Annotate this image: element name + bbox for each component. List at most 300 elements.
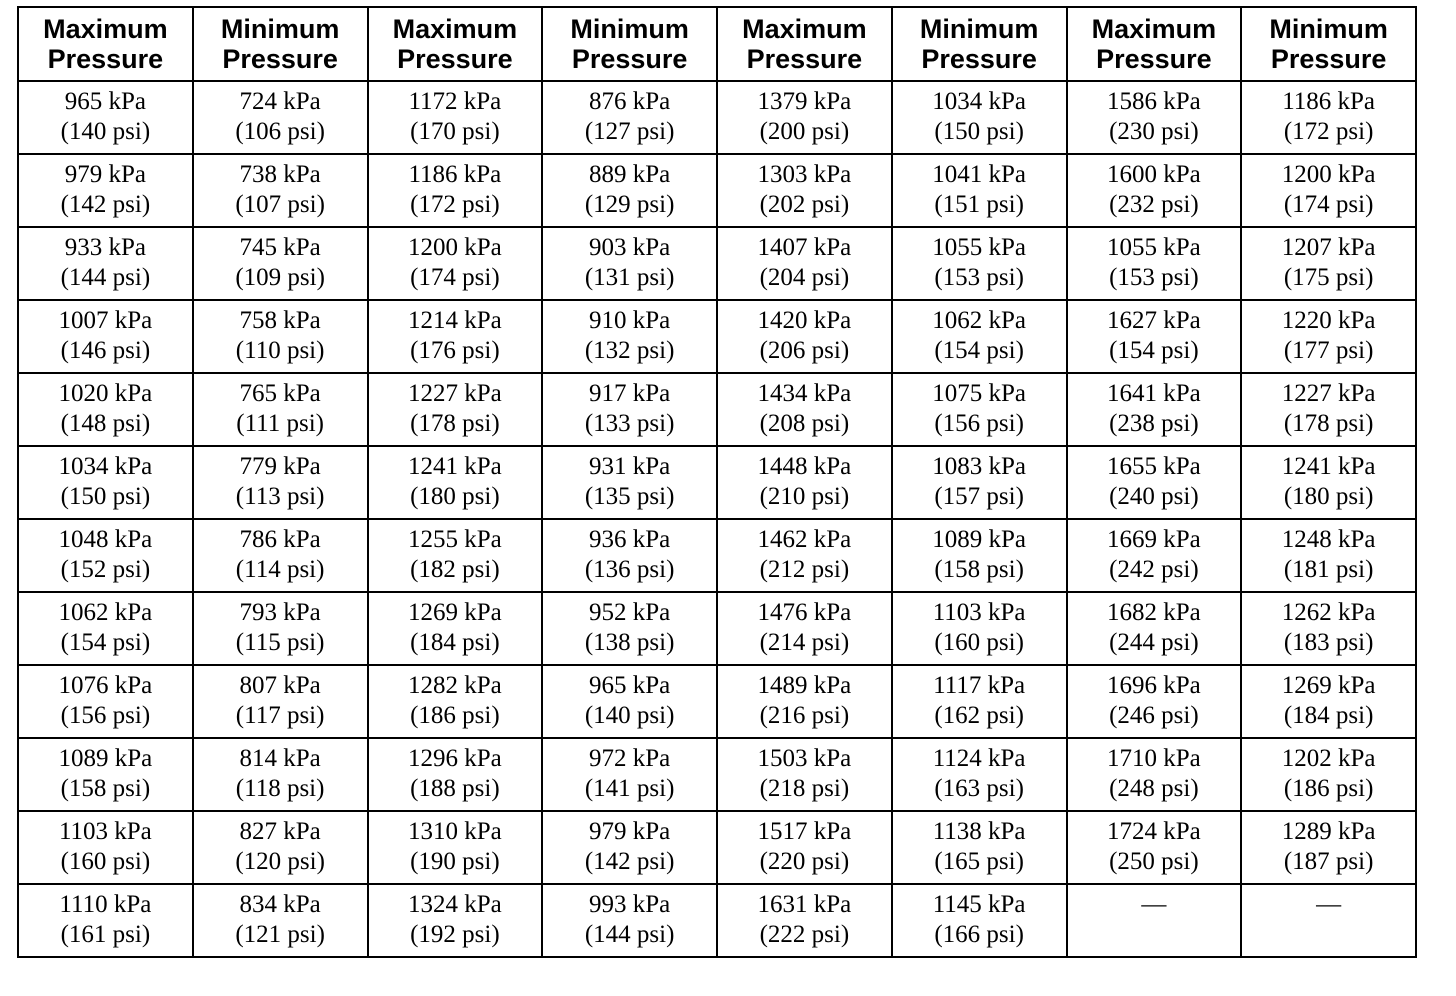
pressure-kpa: 876 kPa [589, 88, 671, 115]
pressure-kpa: 1186 kPa [408, 161, 502, 188]
pressure-psi: (182 psi) [410, 556, 500, 583]
pressure-psi: (222 psi) [759, 921, 850, 948]
pressure-cell [368, 154, 543, 227]
column-header-line: Pressure [571, 44, 688, 74]
pressure-psi: (156 psi) [60, 702, 151, 729]
pressure-cell [18, 300, 193, 373]
pressure-kpa: 1083 kPa [932, 453, 1026, 480]
pressure-kpa: 1075 kPa [932, 380, 1026, 407]
pressure-cell [18, 373, 193, 446]
pressure-kpa: 1227 kPa [1281, 380, 1376, 407]
pressure-psi: (178 psi) [410, 410, 500, 437]
pressure-cell [542, 592, 717, 665]
pressure-kpa: 1089 kPa [932, 526, 1026, 553]
pressure-psi: (246 psi) [1109, 702, 1199, 729]
pressure-psi: (216 psi) [759, 702, 850, 729]
pressure-kpa: 1202 kPa [1281, 745, 1376, 772]
pressure-psi: (165 psi) [934, 848, 1024, 875]
pressure-psi: (138 psi) [584, 629, 675, 656]
pressure-psi: (141 psi) [584, 775, 675, 802]
pressure-kpa: 917 kPa [589, 380, 671, 407]
pressure-cell [717, 738, 892, 811]
pressure-kpa: 827 kPa [239, 818, 321, 845]
table-row [18, 81, 1416, 154]
pressure-cell [18, 665, 193, 738]
pressure-cell [892, 519, 1067, 592]
pressure-kpa: 738 kPa [239, 161, 321, 188]
pressure-kpa: 1055 kPa [932, 234, 1026, 261]
pressure-cell [717, 300, 892, 373]
pressure-cell [717, 884, 892, 957]
pressure-kpa: 1420 kPa [757, 307, 852, 334]
pressure-psi: (230 psi) [1109, 118, 1199, 145]
pressure-psi: (115 psi) [235, 629, 325, 656]
pressure-kpa: 910 kPa [589, 307, 671, 334]
pressure-kpa: 814 kPa [239, 745, 321, 772]
pressure-kpa: 1696 kPa [1107, 672, 1201, 699]
pressure-cell [892, 738, 1067, 811]
pressure-psi: (190 psi) [410, 848, 500, 875]
pressure-kpa: 1172 kPa [408, 88, 502, 115]
pressure-psi: (144 psi) [60, 264, 151, 291]
column-header [18, 7, 193, 81]
pressure-cell [1067, 811, 1242, 884]
pressure-cell [717, 373, 892, 446]
pressure-psi: (186 psi) [1283, 775, 1374, 802]
pressure-cell [542, 227, 717, 300]
column-header [892, 7, 1067, 81]
pressure-cell [368, 884, 543, 957]
pressure-kpa: 1241 kPa [1281, 453, 1376, 480]
pressure-psi: (186 psi) [410, 702, 500, 729]
pressure-cell [1241, 884, 1416, 957]
column-header-line: Maximum [1091, 14, 1217, 44]
column-header-line: Minimum [570, 14, 689, 44]
pressure-kpa: 807 kPa [239, 672, 321, 699]
pressure-kpa: 1145 kPa [932, 891, 1026, 918]
pressure-kpa: 1379 kPa [757, 88, 852, 115]
pressure-kpa: 1117 kPa [933, 672, 1026, 699]
pressure-kpa: 786 kPa [239, 526, 321, 553]
pressure-cell [193, 665, 368, 738]
pressure-psi: (160 psi) [934, 629, 1024, 656]
pressure-cell [1241, 227, 1416, 300]
pressure-cell [1241, 811, 1416, 884]
pressure-kpa: 889 kPa [589, 161, 671, 188]
pressure-cell [717, 154, 892, 227]
column-header-line: Pressure [222, 44, 338, 74]
pressure-cell [542, 665, 717, 738]
pressure-cell [1067, 373, 1242, 446]
pressure-cell [1067, 300, 1242, 373]
table-row [18, 592, 1416, 665]
pressure-psi: (204 psi) [759, 264, 850, 291]
pressure-kpa: 965 kPa [64, 88, 146, 115]
pressure-cell [542, 811, 717, 884]
pressure-cell [368, 446, 543, 519]
column-header-line: Maximum [392, 14, 518, 44]
pressure-psi: (146 psi) [60, 337, 151, 364]
pressure-kpa: 933 kPa [64, 234, 146, 261]
pressure-psi: (220 psi) [759, 848, 850, 875]
pressure-psi: (206 psi) [759, 337, 850, 364]
pressure-psi: (109 psi) [235, 264, 325, 291]
pressure-kpa: 1269 kPa [408, 599, 502, 626]
table-row [18, 665, 1416, 738]
pressure-psi: (135 psi) [584, 483, 675, 510]
pressure-cell [193, 300, 368, 373]
pressure-kpa: 1220 kPa [1281, 307, 1376, 334]
pressure-psi: (250 psi) [1109, 848, 1199, 875]
pressure-kpa: 1586 kPa [1107, 88, 1201, 115]
pressure-psi: (248 psi) [1109, 775, 1199, 802]
pressure-cell [892, 811, 1067, 884]
pressure-kpa: 1255 kPa [408, 526, 502, 553]
pressure-cell [193, 519, 368, 592]
pressure-psi: (208 psi) [759, 410, 850, 437]
pressure-psi: (153 psi) [1109, 264, 1199, 291]
pressure-cell [368, 373, 543, 446]
pressure-cell [193, 154, 368, 227]
pressure-psi: (172 psi) [1283, 118, 1374, 145]
pressure-kpa: 979 kPa [589, 818, 671, 845]
table-header [18, 7, 1416, 81]
pressure-psi: (107 psi) [235, 191, 325, 218]
pressure-kpa: 972 kPa [589, 745, 671, 772]
pressure-kpa: 779 kPa [239, 453, 321, 480]
pressure-cell [18, 227, 193, 300]
pressure-cell [542, 154, 717, 227]
pressure-psi: (154 psi) [60, 629, 151, 656]
column-header-line: Pressure [1096, 44, 1212, 74]
pressure-psi: (158 psi) [60, 775, 151, 802]
pressure-cell [1241, 446, 1416, 519]
pressure-psi: (157 psi) [934, 483, 1024, 510]
pressure-psi: (142 psi) [60, 191, 151, 218]
pressure-cell [892, 665, 1067, 738]
pressure-cell [368, 665, 543, 738]
column-header-line: Maximum [43, 14, 168, 44]
pressure-kpa: 1241 kPa [408, 453, 502, 480]
pressure-kpa: 1062 kPa [58, 599, 153, 626]
pressure-cell [18, 446, 193, 519]
pressure-kpa: 1089 kPa [58, 745, 153, 772]
table-row [18, 300, 1416, 373]
pressure-cell [1241, 519, 1416, 592]
pressure-cell [542, 446, 717, 519]
pressure-cell [1241, 300, 1416, 373]
column-header-line: Maximum [742, 14, 867, 44]
pressure-psi: (153 psi) [934, 264, 1024, 291]
pressure-psi: (166 psi) [934, 921, 1024, 948]
pressure-kpa: 1200 kPa [1281, 161, 1376, 188]
pressure-kpa: 1062 kPa [932, 307, 1026, 334]
pressure-kpa: 793 kPa [239, 599, 321, 626]
pressure-psi: (178 psi) [1283, 410, 1374, 437]
pressure-cell [193, 227, 368, 300]
pressure-cell [193, 592, 368, 665]
pressure-psi: (184 psi) [1283, 702, 1374, 729]
pressure-kpa: 1041 kPa [932, 161, 1026, 188]
pressure-psi: (152 psi) [60, 556, 151, 583]
pressure-psi: (240 psi) [1109, 483, 1199, 510]
pressure-kpa: 1076 kPa [58, 672, 153, 699]
pressure-psi: (110 psi) [235, 337, 325, 364]
pressure-psi: (181 psi) [1283, 556, 1374, 583]
pressure-kpa: 1489 kPa [757, 672, 852, 699]
table-row [18, 227, 1416, 300]
pressure-kpa: 1269 kPa [1281, 672, 1376, 699]
pressure-cell [18, 884, 193, 957]
pressure-cell [717, 446, 892, 519]
pressure-psi: (212 psi) [759, 556, 850, 583]
column-header [368, 7, 543, 81]
pressure-psi: (154 psi) [934, 337, 1024, 364]
pressure-kpa: 1503 kPa [757, 745, 852, 772]
pressure-psi: (232 psi) [1109, 191, 1199, 218]
table-row [18, 519, 1416, 592]
pressure-kpa: 1600 kPa [1107, 161, 1201, 188]
pressure-psi: (162 psi) [934, 702, 1024, 729]
pressure-kpa: 745 kPa [239, 234, 321, 261]
pressure-kpa: 1462 kPa [757, 526, 852, 553]
pressure-psi: (218 psi) [759, 775, 850, 802]
pressure-psi: (214 psi) [759, 629, 850, 656]
pressure-kpa: 1055 kPa [1107, 234, 1201, 261]
pressure-psi: (163 psi) [934, 775, 1024, 802]
pressure-kpa: 1103 kPa [58, 818, 152, 845]
pressure-kpa: 1110 kPa [59, 891, 152, 918]
pressure-kpa: 1103 kPa [932, 599, 1026, 626]
pressure-cell [368, 227, 543, 300]
pressure-cell [368, 81, 543, 154]
pressure-kpa: 1631 kPa [757, 891, 852, 918]
pressure-kpa: 1641 kPa [1107, 380, 1201, 407]
pressure-cell [18, 811, 193, 884]
pressure-psi: (156 psi) [934, 410, 1024, 437]
column-header [1241, 7, 1416, 81]
pressure-cell [193, 811, 368, 884]
pressure-psi: (120 psi) [235, 848, 325, 875]
pressure-cell [193, 446, 368, 519]
pressure-psi: (175 psi) [1283, 264, 1374, 291]
pressure-cell [717, 811, 892, 884]
pressure-kpa: — [1316, 891, 1342, 918]
pressure-cell [368, 592, 543, 665]
pressure-cell [892, 300, 1067, 373]
pressure-cell [368, 738, 543, 811]
pressure-cell [1241, 81, 1416, 154]
pressure-kpa: 758 kPa [239, 307, 321, 334]
pressure-cell [717, 81, 892, 154]
pressure-psi: (176 psi) [410, 337, 500, 364]
pressure-kpa: 1020 kPa [58, 380, 153, 407]
pressure-cell [1067, 446, 1242, 519]
column-header [717, 7, 892, 81]
column-header [1067, 7, 1242, 81]
pressure-kpa: 1227 kPa [408, 380, 502, 407]
pressure-psi: (150 psi) [60, 483, 151, 510]
pressure-kpa: 834 kPa [239, 891, 321, 918]
pressure-kpa: 1207 kPa [1281, 234, 1376, 261]
pressure-kpa: 1303 kPa [757, 161, 852, 188]
pressure-kpa: 1682 kPa [1107, 599, 1201, 626]
pressure-psi: (148 psi) [60, 410, 151, 437]
pressure-kpa: 1200 kPa [408, 234, 502, 261]
pressure-psi: (183 psi) [1283, 629, 1374, 656]
pressure-cell [1067, 884, 1242, 957]
pressure-psi: (161 psi) [60, 921, 151, 948]
pressure-cell [542, 373, 717, 446]
table-row [18, 811, 1416, 884]
pressure-psi: (117 psi) [235, 702, 325, 729]
pressure-psi: (177 psi) [1283, 337, 1374, 364]
table-row [18, 446, 1416, 519]
pressure-cell [892, 227, 1067, 300]
pressure-kpa: 936 kPa [589, 526, 671, 553]
pressure-kpa: 1034 kPa [932, 88, 1026, 115]
pressure-cell [193, 738, 368, 811]
pressure-psi: (113 psi) [235, 483, 325, 510]
pressure-psi: (160 psi) [60, 848, 151, 875]
pressure-cell [542, 738, 717, 811]
pressure-cell [717, 519, 892, 592]
pressure-kpa: 1476 kPa [757, 599, 852, 626]
pressure-cell [368, 519, 543, 592]
pressure-cell [1241, 665, 1416, 738]
pressure-kpa: 979 kPa [64, 161, 146, 188]
column-header-line: Pressure [921, 44, 1037, 74]
pressure-kpa: 1407 kPa [757, 234, 852, 261]
pressure-kpa: 1448 kPa [757, 453, 852, 480]
pressure-psi: (131 psi) [584, 264, 675, 291]
pressure-psi: (188 psi) [410, 775, 500, 802]
pressure-cell [1067, 154, 1242, 227]
pressure-kpa: 1248 kPa [1281, 526, 1376, 553]
pressure-cell [18, 592, 193, 665]
column-header-line: Pressure [47, 44, 164, 74]
pressure-psi: (144 psi) [584, 921, 675, 948]
pressure-kpa: 1289 kPa [1281, 818, 1376, 845]
table-row [18, 884, 1416, 957]
header-row [18, 7, 1416, 81]
pressure-psi: (150 psi) [934, 118, 1024, 145]
pressure-psi: (127 psi) [584, 118, 675, 145]
pressure-cell [1241, 154, 1416, 227]
pressure-kpa: 1034 kPa [58, 453, 153, 480]
pressure-kpa: 765 kPa [239, 380, 321, 407]
pressure-cell [892, 884, 1067, 957]
pressure-kpa: 952 kPa [589, 599, 671, 626]
pressure-cell [542, 519, 717, 592]
pressure-psi: (133 psi) [584, 410, 675, 437]
pressure-psi: (170 psi) [410, 118, 500, 145]
pressure-cell [18, 154, 193, 227]
pressure-kpa: 965 kPa [589, 672, 671, 699]
pressure-cell [1241, 738, 1416, 811]
column-header-line: Minimum [919, 14, 1039, 44]
column-header-line: Pressure [1270, 44, 1387, 74]
pressure-cell [1241, 592, 1416, 665]
pressure-psi: (118 psi) [235, 775, 325, 802]
pressure-cell [892, 446, 1067, 519]
pressure-psi: (187 psi) [1283, 848, 1374, 875]
pressure-cell [542, 884, 717, 957]
pressure-cell [18, 738, 193, 811]
pressure-cell [193, 884, 368, 957]
pressure-kpa: — [1141, 891, 1167, 918]
column-header-line: Minimum [1269, 14, 1388, 44]
pressure-cell [1241, 373, 1416, 446]
pressure-psi: (174 psi) [1283, 191, 1374, 218]
pressure-cell [1067, 665, 1242, 738]
pressure-cell [717, 592, 892, 665]
pressure-cell [542, 300, 717, 373]
pressure-psi: (114 psi) [235, 556, 325, 583]
pressure-cell [892, 81, 1067, 154]
pressure-psi: (202 psi) [759, 191, 850, 218]
pressure-psi: (242 psi) [1109, 556, 1199, 583]
pressure-cell [193, 373, 368, 446]
pressure-psi: (192 psi) [410, 921, 500, 948]
pressure-kpa: 1310 kPa [408, 818, 502, 845]
pressure-psi: (200 psi) [759, 118, 850, 145]
pressure-psi: (136 psi) [584, 556, 675, 583]
pressure-psi: (129 psi) [584, 191, 675, 218]
pressure-psi: (158 psi) [934, 556, 1024, 583]
pressure-cell [1067, 81, 1242, 154]
pressure-cell [717, 227, 892, 300]
pressure-kpa: 1262 kPa [1281, 599, 1376, 626]
pressure-cell [1067, 738, 1242, 811]
pressure-kpa: 1296 kPa [408, 745, 502, 772]
pressure-psi: (140 psi) [60, 118, 151, 145]
column-header-line: Minimum [220, 14, 340, 44]
pressure-psi: (184 psi) [410, 629, 500, 656]
pressure-psi: (132 psi) [584, 337, 675, 364]
pressure-kpa: 1007 kPa [58, 307, 153, 334]
pressure-psi: (174 psi) [410, 264, 500, 291]
pressure-kpa: 993 kPa [589, 891, 671, 918]
pressure-psi: (154 psi) [1109, 337, 1199, 364]
pressure-kpa: 1214 kPa [408, 307, 502, 334]
pressure-psi: (121 psi) [235, 921, 325, 948]
pressure-cell [18, 519, 193, 592]
pressure-kpa: 1517 kPa [757, 818, 852, 845]
pressure-psi: (111 psi) [236, 410, 324, 437]
pressure-cell [892, 373, 1067, 446]
pressure-kpa: 1186 kPa [1282, 88, 1376, 115]
pressure-psi: (151 psi) [934, 191, 1024, 218]
table-row [18, 373, 1416, 446]
pressure-psi: (244 psi) [1109, 629, 1199, 656]
column-header [542, 7, 717, 81]
pressure-cell [892, 154, 1067, 227]
pressure-psi: (238 psi) [1109, 410, 1199, 437]
pressure-psi: (106 psi) [235, 118, 325, 145]
table-body [18, 81, 1416, 957]
pressure-psi: (180 psi) [1283, 483, 1374, 510]
pressure-cell [1067, 227, 1242, 300]
pressure-cell [892, 592, 1067, 665]
pressure-kpa: 724 kPa [239, 88, 321, 115]
pressure-cell [542, 81, 717, 154]
pressure-cell [18, 81, 193, 154]
pressure-cell [368, 811, 543, 884]
pressure-kpa: 1324 kPa [408, 891, 502, 918]
pressure-kpa: 1124 kPa [932, 745, 1026, 772]
table-row [18, 154, 1416, 227]
